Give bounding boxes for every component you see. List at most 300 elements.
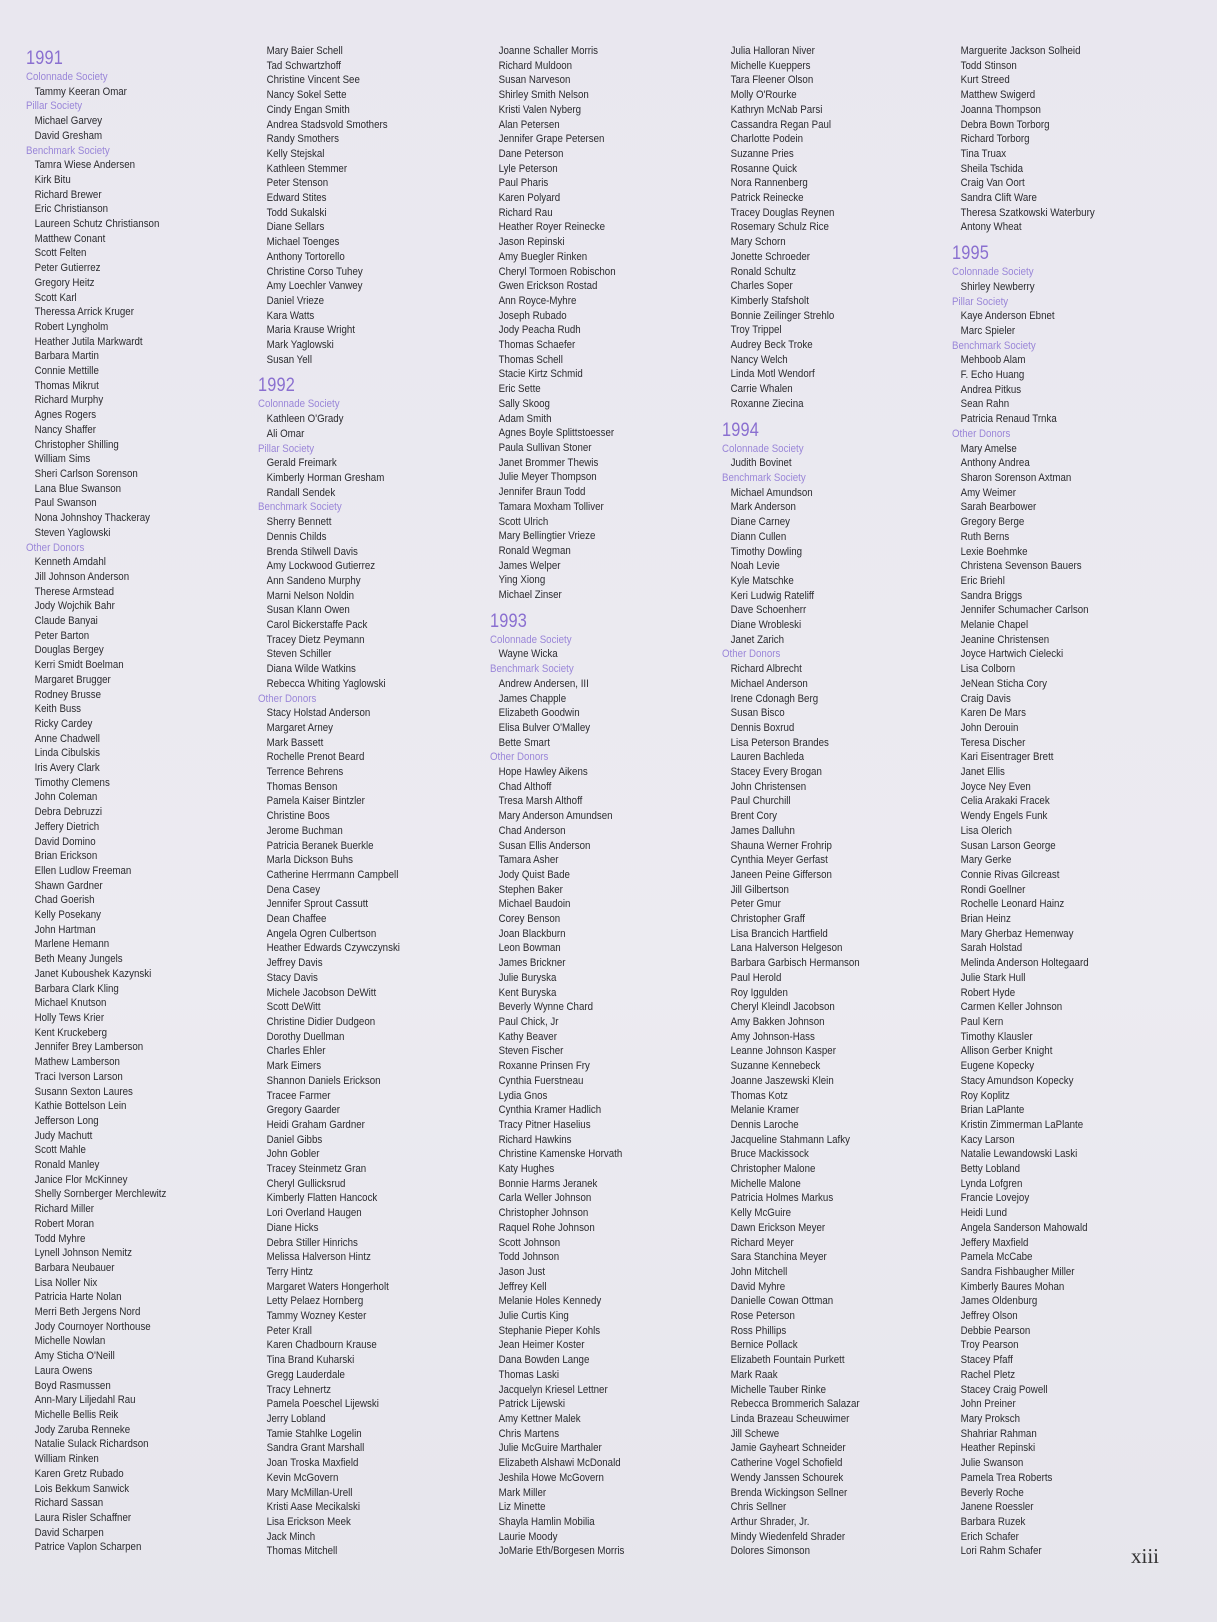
donor-name: David Domino (34, 835, 96, 848)
donor-name: Charles Soper (730, 280, 793, 293)
donor-name: Rebecca Brommerich Salazar (730, 1398, 860, 1411)
donor-name: Eric Sette (498, 383, 541, 396)
donor-name: Sean Rahn (960, 398, 1010, 411)
donor-name: James Chapple (498, 692, 567, 705)
donor-name: Kacy Larson (960, 1133, 1015, 1146)
donor-name: Christopher Johnson (498, 1207, 589, 1220)
donor-name: Christine Kamenske Horvath (498, 1148, 623, 1161)
donor-name: Carrie Whalen (730, 383, 793, 396)
donor-name: Melanie Holes Kennedy (498, 1295, 602, 1308)
donor-name: Ronald Manley (34, 1159, 100, 1172)
donor-name: Barbara Martin (34, 350, 99, 363)
donor-name: Charlotte Podein (730, 133, 803, 146)
donor-name: Janet Brommer Thewis (498, 456, 599, 469)
donor-name: Dennis Childs (266, 530, 327, 543)
donor-name: JoMarie Eth/Borgesen Morris (498, 1545, 625, 1558)
donor-name: Patricia Beranek Buerkle (266, 839, 374, 852)
donor-name: Wendy Engels Funk (960, 810, 1048, 823)
donor-name: Agnes Rogers (34, 409, 97, 422)
donor-name: Scott DeWitt (266, 1001, 321, 1014)
donor-name: Richard Muldoon (498, 59, 573, 72)
donor-column-4 (722, 44, 860, 1559)
donor-name: Cynthia Meyer Gerfast (730, 854, 828, 867)
donor-name: Gregory Berge (960, 516, 1025, 529)
donor-name: Brenda Wickingson Sellner (730, 1486, 848, 1499)
donor-name: Dolores Simonson (730, 1545, 810, 1558)
donor-name: Michelle Nowlan (34, 1335, 106, 1348)
donor-name: Dana Bowden Lange (498, 1354, 590, 1367)
donor-name: Scott Johnson (498, 1236, 561, 1249)
donor-name: Todd Stinson (960, 59, 1017, 72)
donor-name: Christine Boos (266, 810, 330, 823)
donor-name: Mark Raak (730, 1368, 778, 1381)
donor-column-3 (490, 44, 624, 1559)
donor-name: Jeffery Dietrich (34, 820, 100, 833)
donor-name: Marlene Hemann (34, 938, 110, 951)
donor-name: Mark Anderson (730, 501, 796, 514)
donor-name: Scott Felten (34, 247, 87, 260)
donor-name: Janice Flor McKinney (34, 1173, 128, 1186)
society-heading: Benchmark Society (258, 501, 342, 514)
donor-name: Diana Wilde Watkins (266, 663, 356, 676)
donor-name: Adam Smith (498, 412, 552, 425)
donor-name: Sheila Tschida (960, 162, 1024, 175)
donor-name: Brian Heinz (960, 913, 1011, 926)
donor-name: John Coleman (34, 791, 98, 804)
donor-name: Jill Johnson Anderson (34, 570, 130, 583)
donor-name: Suzanne Kennebeck (730, 1060, 821, 1073)
donor-name: Kimberly Flatten Hancock (266, 1192, 378, 1205)
donor-name: Kent Kruckeberg (34, 1026, 107, 1039)
donor-name: Karen Gretz Rubado (34, 1467, 124, 1480)
donor-name: Dorothy Duellman (266, 1030, 345, 1043)
donor-name: Randall Sendek (266, 486, 336, 499)
donor-name: Joan Blackburn (498, 927, 566, 940)
donor-name: JeNean Sticha Cory (960, 677, 1048, 690)
donor-name: Wendy Janssen Schourek (730, 1471, 844, 1484)
donor-name: Scott Ulrich (498, 515, 549, 528)
donor-name: Lauren Bachleda (730, 751, 805, 764)
donor-name: Heidi Graham Gardner (266, 1118, 365, 1131)
donor-name: Charles Ehler (266, 1045, 326, 1058)
donor-name: Michael Baudoin (498, 898, 571, 911)
donor-name: Elizabeth Alshawi McDonald (498, 1457, 621, 1470)
donor-name: Amy Johnson-Hass (730, 1030, 815, 1043)
donor-name: Jerome Buchman (266, 824, 343, 837)
donor-name: Kathleen Stemmer (266, 162, 348, 175)
donor-name: John Derouin (960, 721, 1019, 734)
donor-name: Tracy Pitner Haselius (498, 1118, 591, 1131)
donor-name: Mathew Lamberson (34, 1056, 120, 1069)
donor-name: Jill Gilbertson (730, 883, 789, 896)
donor-name: Ricky Cardey (34, 717, 93, 730)
donor-name: Michael Anderson (730, 677, 808, 690)
donor-name: Catherine Vogel Schofield (730, 1457, 843, 1470)
donor-name: Tamara Asher (498, 854, 559, 867)
donor-name: Shelly Sornberger Merchlewitz (34, 1188, 167, 1201)
donor-name: Elizabeth Goodwin (498, 707, 580, 720)
donor-name: Thomas Kotz (730, 1089, 788, 1102)
donor-name: Kaye Anderson Ebnet (960, 310, 1055, 323)
donor-name: Mary McMillan-Urell (266, 1486, 353, 1499)
donor-name: Robert Moran (34, 1217, 95, 1230)
donor-name: Ying Xiong (498, 574, 546, 587)
donor-name: Janet Ellis (960, 766, 1005, 779)
donor-name: Julie Swanson (960, 1457, 1024, 1470)
donor-name: Lana Blue Swanson (34, 482, 122, 495)
donor-name: Merri Beth Jergens Nord (34, 1306, 141, 1319)
donor-name: Heidi Lund (960, 1207, 1008, 1220)
donor-name: Bernice Pollack (730, 1339, 798, 1352)
donor-name: Patrick Reinecke (730, 192, 804, 205)
donor-name: Amy Loechler Vanwey (266, 280, 363, 293)
donor-name: Kevin McGovern (266, 1471, 339, 1484)
donor-name: Pamela Poeschel Lijewski (266, 1398, 379, 1411)
donor-name: Dennis Boxrud (730, 721, 795, 734)
donor-name: Jody Zaruba Renneke (34, 1423, 131, 1436)
donor-name: Eric Christianson (34, 203, 109, 216)
donor-name: Linda Brazeau Scheuwimer (730, 1412, 850, 1425)
donor-name: Thomas Mikrut (34, 379, 99, 392)
donor-name: Joanne Jaszewski Klein (730, 1074, 834, 1087)
donor-name: Mark Eimers (266, 1060, 322, 1073)
donor-name: Marla Dickson Buhs (266, 854, 353, 867)
donor-name: Lisa Olerich (960, 824, 1012, 837)
donor-name: Shayla Hamlin Mobilia (498, 1515, 595, 1528)
donor-name: Brenda Stilwell Davis (266, 545, 358, 558)
donor-name: Ann-Mary Liljedahl Rau (34, 1394, 136, 1407)
donor-name: Diane Carney (730, 516, 791, 529)
donor-name: Beverly Roche (960, 1486, 1024, 1499)
donor-name: Lydia Gnos (498, 1089, 548, 1102)
donor-name: Lisa Peterson Brandes (730, 736, 829, 749)
donor-name: Julie Meyer Thompson (498, 471, 597, 484)
society-heading: Pillar Society (952, 295, 1009, 308)
donor-name: Sandra Fishbaugher Miller (960, 1265, 1075, 1278)
donor-name: Chad Althoff (498, 780, 552, 793)
donor-name: Heather Jutila Markwardt (34, 335, 143, 348)
donor-name: Amy Sticha O'Neill (34, 1350, 115, 1363)
donor-name: Richard Miller (34, 1203, 94, 1216)
donor-name: Gerald Freimark (266, 457, 337, 470)
donor-name: Brent Cory (730, 810, 778, 823)
donor-name: Marc Spieler (960, 324, 1016, 337)
donor-name: Bette Smart (498, 736, 550, 749)
donor-name: Thomas Laski (498, 1368, 560, 1381)
donor-name: Laurie Moody (498, 1530, 558, 1543)
donor-name: Bruce Mackissock (730, 1148, 809, 1161)
donor-name: Matthew Swigerd (960, 89, 1036, 102)
donor-name: Jeffrey Kell (498, 1280, 547, 1293)
donor-name: Jody Cournoyer Northouse (34, 1320, 151, 1333)
donor-name: Tamie Stahlke Logelin (266, 1427, 362, 1440)
donor-name: Connie Rivas Gilcreast (960, 868, 1060, 881)
donor-name: Christopher Graff (730, 913, 805, 926)
donor-name: Stacy Amundson Kopecky (960, 1074, 1074, 1087)
donor-name: Janene Roessler (960, 1501, 1034, 1514)
donor-name: Robert Lyngholm (34, 320, 109, 333)
donor-name: John Christensen (730, 780, 807, 793)
donor-name: Jennifer Sprout Cassutt (266, 898, 369, 911)
donor-name: Sally Skoog (498, 397, 550, 410)
donor-name: Sandra Clift Ware (960, 192, 1037, 205)
donor-name: Eugene Kopecky (960, 1060, 1035, 1073)
donor-name: Arthur Shrader, Jr. (730, 1515, 810, 1528)
donor-name: Roxanne Ziecina (730, 397, 804, 410)
donor-name: Cynthia Kramer Hadlich (498, 1104, 602, 1117)
donor-name: Diane Wrobleski (730, 619, 802, 632)
donor-name: Michael Garvey (34, 115, 103, 128)
donor-name: Jacquelyn Kriesel Lettner (498, 1383, 608, 1396)
donor-name: Laura Owens (34, 1364, 93, 1377)
donor-name: Ann Sandeno Murphy (266, 574, 361, 587)
donor-name: Roxanne Prinsen Fry (498, 1060, 590, 1073)
donor-name: Peter Krall (266, 1324, 312, 1337)
donor-name: Jamie Gayheart Schneider (730, 1442, 846, 1455)
donor-name: Amy Weimer (960, 486, 1017, 499)
donor-name: Stacy Holstad Anderson (266, 707, 371, 720)
donor-name: Mary Proksch (960, 1412, 1020, 1425)
donor-name: Shirley Smith Nelson (498, 89, 589, 102)
donor-name: Paul Chick, Jr (498, 1016, 559, 1028)
donor-name: Tammy Wozney Kester (266, 1310, 367, 1323)
donor-name: Kelly McGuire (730, 1207, 792, 1220)
donor-name: Mary Gherbaz Hemenway (960, 927, 1074, 940)
donor-name: Susan Bisco (730, 707, 785, 720)
donor-name: Cheryl Tormoen Robischon (498, 265, 616, 278)
donor-name: Kurt Streed (960, 74, 1010, 87)
donor-name: Michelle Kueppers (730, 59, 811, 72)
donor-name: Peter Barton (34, 629, 90, 642)
donor-name: Christopher Malone (730, 1163, 816, 1176)
donor-name: Tracy Lehnertz (266, 1383, 332, 1396)
donor-name: David Gresham (34, 129, 103, 142)
donor-name: Kara Watts (266, 309, 315, 322)
donor-name: Scott Mahle (34, 1144, 86, 1157)
donor-name: Cynthia Fuerstneau (498, 1074, 584, 1087)
donor-name: Kenneth Amdahl (34, 556, 106, 569)
donor-name: Maria Krause Wright (266, 324, 355, 337)
society-heading: Other Donors (258, 692, 317, 705)
donor-name: Peter Gmur (730, 898, 781, 911)
donor-name: Craig Davis (960, 692, 1011, 705)
donor-name: Kristi Aase Mecikalski (266, 1501, 361, 1514)
donor-name: Patricia Holmes Markus (730, 1192, 834, 1205)
donor-name: Chris Sellner (730, 1501, 787, 1514)
donor-name: Ronald Schultz (730, 265, 796, 278)
donor-name: Liz Minette (498, 1501, 546, 1514)
donor-name: Brian LaPlante (960, 1104, 1025, 1117)
donor-name: Kimberly Horman Gresham (266, 471, 385, 484)
donor-name: Gregory Heitz (34, 276, 95, 289)
donor-name: Kristin Zimmerman LaPlante (960, 1118, 1084, 1131)
page-number: xiii (1130, 1544, 1159, 1568)
donor-name: Paul Swanson (34, 497, 97, 510)
donor-name: Karen De Mars (960, 707, 1026, 720)
donor-name: Susan Ellis Anderson (498, 839, 591, 852)
donor-name: Christena Sevenson Bauers (960, 560, 1082, 573)
donor-name: John Preiner (960, 1398, 1016, 1411)
donor-name: Dennis Laroche (730, 1118, 799, 1131)
donor-name: Kerri Smidt Boelman (34, 659, 124, 672)
donor-name: Richard Torborg (960, 133, 1030, 146)
donor-name: Stacey Pfaff (960, 1354, 1013, 1367)
donor-name: James Welper (498, 559, 561, 572)
donor-name: Julie Stark Hull (960, 971, 1026, 984)
donor-name: Jody Quist Bade (498, 868, 570, 881)
donor-name: Paul Pharis (498, 177, 549, 190)
donor-name: Barbara Ruzek (960, 1515, 1026, 1528)
donor-name: Barbara Neubauer (34, 1261, 115, 1274)
donor-name: Jennifer Braun Todd (498, 486, 586, 499)
donor-name: Elisa Bulver O'Malley (498, 721, 591, 734)
donor-name: Sandra Grant Marshall (266, 1442, 365, 1455)
donor-name: Agnes Boyle Splittstoesser (498, 427, 615, 440)
donor-name: Sarah Holstad (960, 942, 1023, 955)
donor-name: Barbara Clark Kling (34, 982, 119, 995)
year-heading: 1992 (258, 375, 296, 397)
donor-name: Kathie Bottelson Lein (34, 1100, 127, 1113)
donor-name: Mark Miller (498, 1486, 547, 1499)
donor-name: Holly Tews Krier (34, 1012, 105, 1024)
donor-name: F. Echo Huang (960, 369, 1025, 382)
donor-name: Jerry Lobland (266, 1412, 326, 1425)
donor-name: Diann Cullen (730, 530, 787, 543)
donor-name: William Rinken (34, 1453, 99, 1466)
donor-name: Ruth Berns (960, 530, 1010, 543)
donor-name: Anthony Andrea (960, 457, 1030, 470)
donor-name: Eric Briehl (960, 574, 1005, 587)
donor-name: Richard Hawkins (498, 1133, 572, 1146)
donor-name: Amy Bakken Johnson (730, 1016, 825, 1028)
donor-name: Celia Arakaki Fracek (960, 795, 1050, 808)
donor-name: Patricia Renaud Trnka (960, 413, 1057, 426)
donor-name: Pamela Trea Roberts (960, 1471, 1053, 1484)
donor-name: Richard Brewer (34, 188, 102, 201)
donor-name: Ann Royce-Myhre (498, 294, 577, 307)
donor-name: Heather Edwards Czywczynski (266, 942, 400, 955)
donor-name: Sandra Briggs (960, 589, 1023, 602)
donor-name: Andrea Stadsvold Smothers (266, 118, 388, 131)
donor-name: David Myhre (730, 1280, 786, 1293)
donor-name: Nancy Welch (730, 353, 788, 366)
donor-name: Rebecca Whiting Yaglowski (266, 677, 386, 690)
donor-name: Diane Hicks (266, 1221, 319, 1234)
donor-name: Melinda Anderson Holtegaard (960, 957, 1089, 970)
donor-name: Mehboob Alam (960, 354, 1026, 367)
donor-name: Debra Bown Torborg (960, 118, 1050, 131)
society-heading: Colonnade Society (952, 266, 1034, 279)
donor-name: Michael Zinser (498, 589, 562, 602)
donor-name: Sharon Sorenson Axtman (960, 471, 1072, 484)
donor-name: Stacy Davis (266, 971, 318, 984)
donor-name: James Dalluhn (730, 824, 795, 837)
donor-name: Suzanne Pries (730, 147, 794, 160)
donor-name: Angela Sanderson Mahowald (960, 1221, 1088, 1234)
donor-name: Amy Kettner Malek (498, 1412, 581, 1425)
year-heading: 1991 (26, 48, 64, 69)
donor-name: Linda Motl Wendorf (730, 368, 815, 381)
donor-name: Richard Murphy (34, 394, 104, 407)
donor-name: Heather Royer Reinecke (498, 221, 605, 234)
donor-name: Michael Knutson (34, 997, 107, 1010)
donor-name: Rachel Pletz (960, 1368, 1016, 1381)
donor-name: Marni Nelson Noldin (266, 589, 355, 602)
donor-name: Margaret Arney (266, 721, 334, 734)
donor-name: Joanne Schaller Morris (498, 45, 598, 57)
donor-name: Dean Chaffee (266, 913, 327, 926)
donor-name: Thomas Mitchell (266, 1545, 338, 1558)
donor-name: Jason Repinski (498, 236, 565, 249)
donor-name: Sheri Carlson Sorenson (34, 467, 138, 480)
donor-name: Rodney Brusse (34, 688, 102, 701)
donor-name: Letty Pelaez Hornberg (266, 1295, 364, 1308)
society-heading: Other Donors (952, 427, 1011, 440)
donor-name: Robert Hyde (960, 986, 1016, 999)
donor-name: Teresa Discher (960, 736, 1026, 749)
donor-name: Joan Troska Maxfield (266, 1457, 359, 1470)
donor-name: Jennifer Grape Petersen (498, 133, 605, 146)
donor-name: Matthew Conant (34, 232, 106, 245)
donor-name: Linda Cibulskis (34, 747, 100, 760)
year-heading: 1995 (952, 243, 990, 265)
society-heading: Benchmark Society (26, 144, 110, 157)
donor-name: Michael Toenges (266, 236, 340, 249)
donor-name: Karen Polyard (498, 192, 561, 205)
donor-name: Rochelle Leonard Hainz (960, 898, 1065, 911)
donor-name: Jill Schewe (730, 1427, 780, 1440)
donor-name: Hope Hawley Aikens (498, 766, 588, 779)
donor-name: Kelly Stejskal (266, 147, 325, 160)
donor-name: Rochelle Prenot Beard (266, 751, 365, 764)
donor-name: Timothy Dowling (730, 545, 803, 558)
donor-name: Katy Hughes (498, 1163, 555, 1176)
donor-name: Tara Fleener Olson (730, 74, 814, 87)
donor-name: Allison Gerber Knight (960, 1045, 1053, 1058)
donor-name: Lori Overland Haugen (266, 1207, 362, 1220)
donor-name: Peter Stenson (266, 177, 329, 190)
donor-name: Laureen Schutz Christianson (34, 218, 160, 231)
donor-name: Molly O'Rourke (730, 89, 797, 102)
donor-name: Christine Corso Tuhey (266, 265, 363, 278)
donor-name: Andrea Pitkus (960, 383, 1022, 396)
donor-name: Brian Erickson (34, 850, 98, 863)
donor-name: Craig Van Oort (960, 177, 1025, 190)
donor-name: Patrice Vaplon Scharpen (34, 1541, 142, 1554)
donor-name: Dawn Erickson Meyer (730, 1221, 826, 1234)
donor-name: Debra Debruzzi (34, 806, 103, 819)
donor-name: Lexie Boehmke (960, 545, 1028, 558)
donor-name: Margaret Brugger (34, 673, 111, 686)
society-heading: Colonnade Society (258, 398, 340, 411)
donor-name: Tracey Steinmetz Gran (266, 1163, 367, 1176)
donor-name: Paul Herold (730, 971, 782, 984)
donor-name: Christine Vincent See (266, 74, 360, 87)
society-heading: Colonnade Society (722, 442, 804, 455)
donor-name: Troy Pearson (960, 1339, 1019, 1352)
donor-name: Chad Anderson (498, 824, 566, 837)
donor-name: Jody Wojchik Bahr (34, 600, 115, 613)
donor-name: Nona Johnshoy Thackeray (34, 512, 151, 525)
donor-name: Melanie Kramer (730, 1104, 800, 1117)
donor-name: Mary Schorn (730, 236, 786, 249)
donor-name: Audrey Beck Troke (730, 339, 813, 352)
donor-name: Michelle Malone (730, 1177, 801, 1190)
donor-name: Christopher Shilling (34, 438, 119, 451)
donor-name: Betty Lobland (960, 1163, 1021, 1176)
donor-name: Lisa Noller Nix (34, 1276, 98, 1289)
donor-name: Janet Kuboushek Kazynski (34, 967, 152, 980)
